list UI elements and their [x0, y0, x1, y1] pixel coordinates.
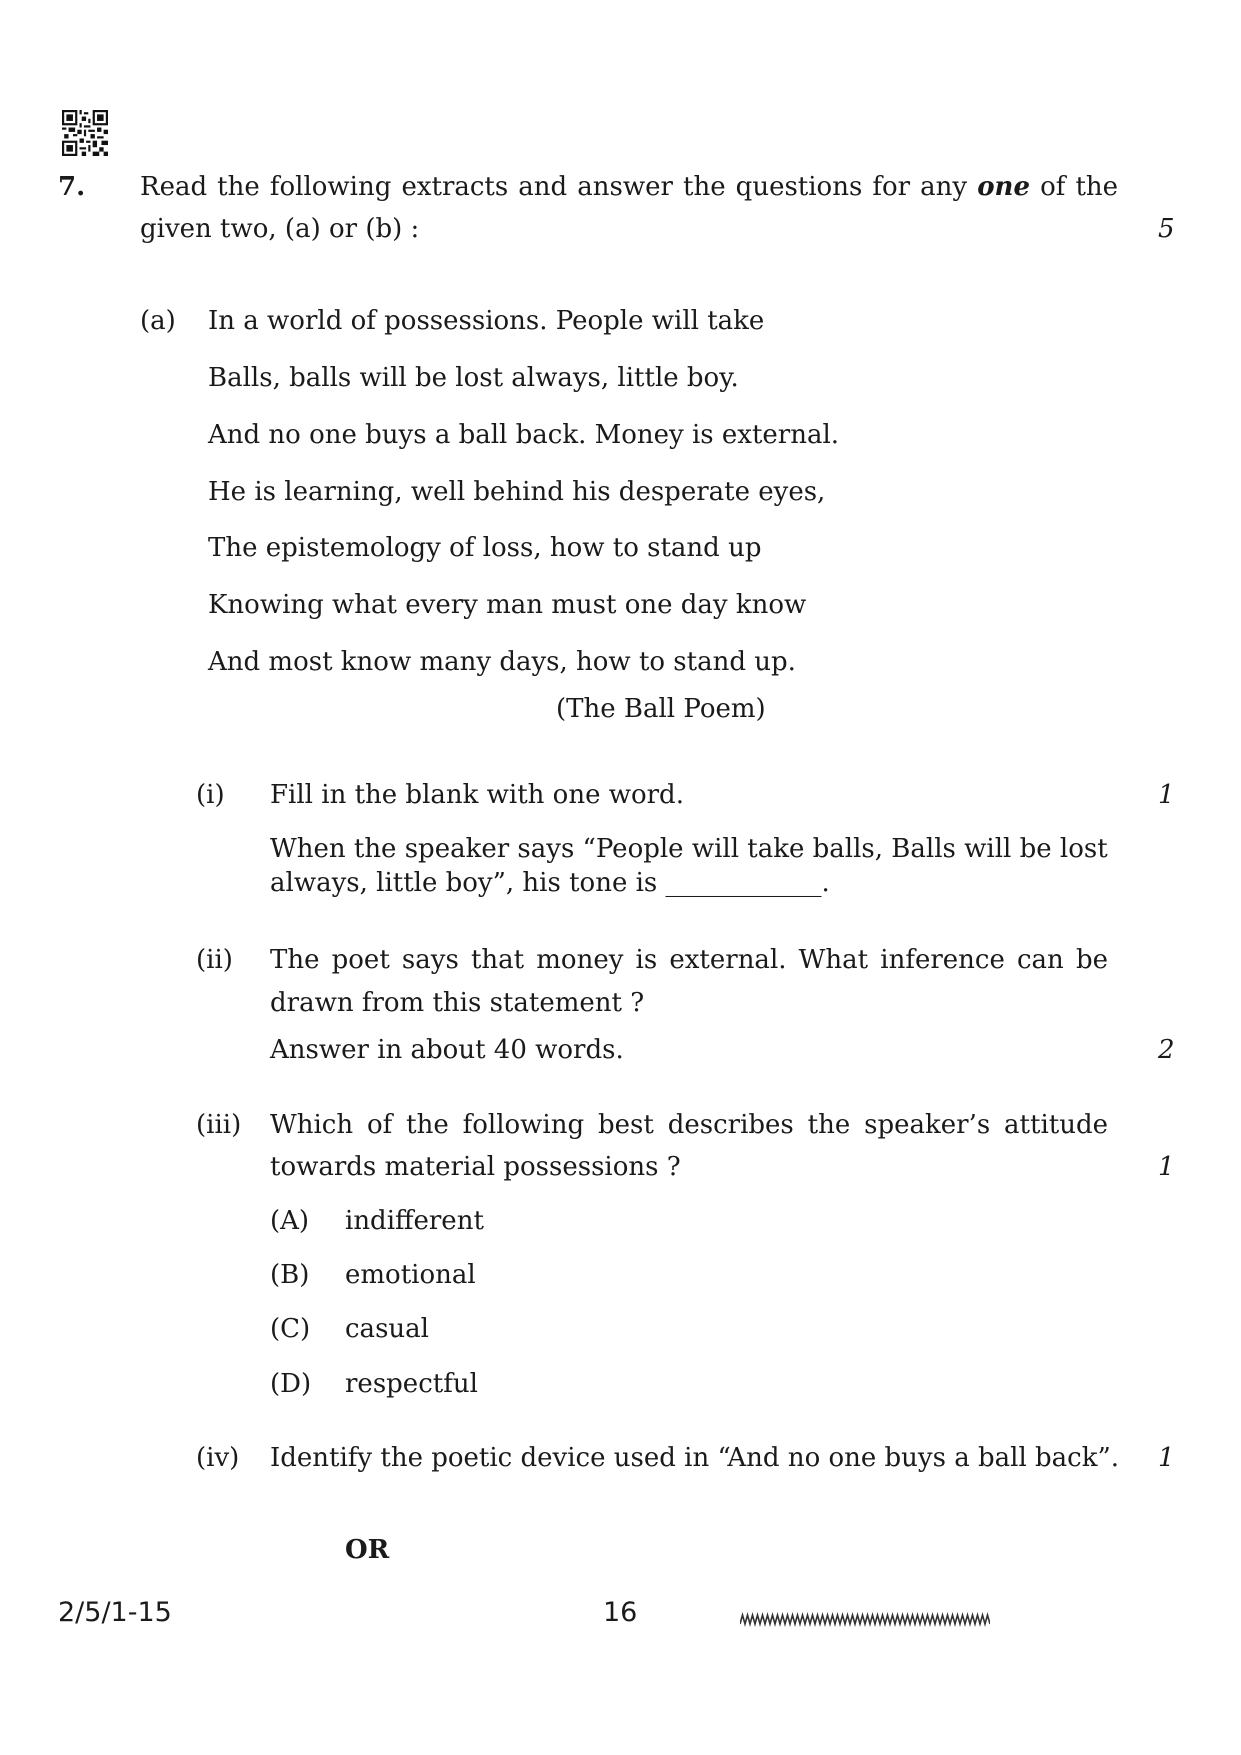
option-label: (D): [270, 1369, 312, 1399]
instruction-part1: Read the following extracts and answer the questions for any: [140, 172, 968, 202]
poem-source: (The Ball Poem): [556, 694, 766, 724]
subquestion-text: towards material possessions ?: [270, 1152, 681, 1182]
poem-line: And no one buys a ball back. Money is external.: [208, 420, 840, 450]
poem-line: Knowing what every man must one day know: [208, 590, 807, 620]
subquestion-text: always, little boy”, his tone is ____________.: [270, 868, 830, 898]
footer-code: 2/5/1-15: [58, 1597, 172, 1628]
subquestion-text: When the speaker says “People will take balls, Balls will be lost: [270, 834, 1108, 864]
subquestion-marks: 1: [1158, 1152, 1175, 1182]
poem-line: Balls, balls will be lost always, little boy.: [208, 363, 739, 393]
question-marks: 5: [1158, 214, 1175, 244]
option-text: indifferent: [345, 1206, 484, 1236]
option-label: (C): [270, 1314, 311, 1344]
subquestion-text: Answer in about 40 words.: [270, 1035, 624, 1065]
question-instruction-line1: [140, 172, 1118, 202]
subquestion-label: (iv): [196, 1443, 240, 1473]
poem-line: In a world of possessions. People will take: [208, 306, 765, 336]
page-number: 16: [603, 1597, 638, 1628]
option-label: (A): [270, 1206, 310, 1236]
option-text: emotional: [345, 1260, 476, 1290]
question-number: 7.: [58, 172, 86, 202]
option-text: respectful: [345, 1369, 478, 1399]
subquestion-marks: 1: [1158, 780, 1175, 810]
question-instruction-line2: given two, (a) or (b) :: [140, 214, 420, 244]
subquestion-text: The poet says that money is external. What inference can be: [270, 945, 1108, 975]
subquestion-marks: 2: [1158, 1035, 1175, 1065]
subquestion-text: drawn from this statement ?: [270, 988, 645, 1018]
poem-line: He is learning, well behind his desperate eyes,: [208, 477, 826, 507]
option-label: (B): [270, 1260, 310, 1290]
poem-line: The epistemology of loss, how to stand up: [208, 533, 762, 563]
subquestion-label: (i): [196, 780, 225, 810]
subquestion-text: Fill in the blank with one word.: [270, 780, 684, 810]
subquestion-marks: 1: [1158, 1443, 1175, 1473]
subquestion-text: Which of the following best describes the speaker’s attitude: [270, 1110, 1108, 1140]
instruction-emphasis: one: [977, 172, 1030, 202]
or-separator: OR: [345, 1535, 390, 1565]
extract-label: (a): [140, 306, 176, 336]
subquestion-label: (iii): [196, 1110, 242, 1140]
instruction-part2: of the: [1040, 172, 1119, 202]
wavy-line-decoration: [740, 1612, 990, 1628]
subquestion-text: Identify the poetic device used in “And no one buys a ball back”.: [270, 1443, 1120, 1473]
poem-line: And most know many days, how to stand up.: [208, 647, 796, 677]
option-text: casual: [345, 1314, 429, 1344]
qr-code-icon: [62, 110, 108, 156]
subquestion-label: (ii): [196, 945, 233, 975]
